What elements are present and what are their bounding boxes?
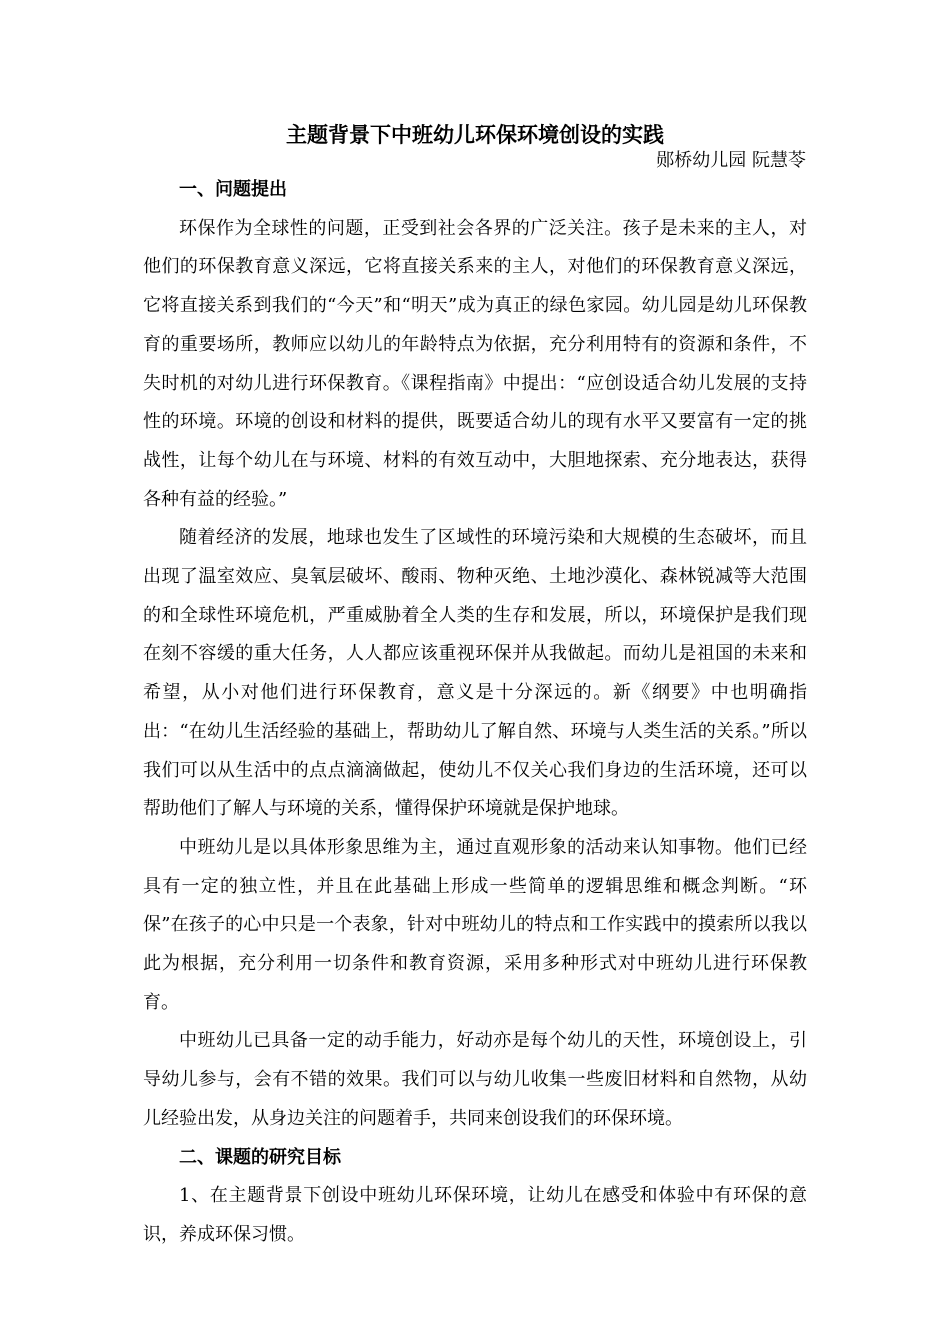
paragraph: 1、在主题背景下创设中班幼儿环保环境，让幼儿在感受和体验中有环保的意识，养成环保习惯。 <box>143 1185 807 1245</box>
section-heading-goals: 二、课题的研究目标 <box>179 1146 341 1168</box>
paragraph: 中班幼儿已具备一定的动手能力，好动亦是每个幼儿的天性，环境创设上，引导幼儿参与，会有不错的效果。我们可以与幼儿收集一些废旧材料和自然物，从幼儿经验出发，从身边关注的问题着手，共同来创设我们的环保环境。 <box>143 1030 807 1129</box>
document-title: 主题背景下中班幼儿环保环境创设的实践 <box>286 122 664 147</box>
document-body <box>143 171 807 1255</box>
paragraph: 随着经济的发展，地球也发生了区域性的环境污染和大规模的生态破坏，而且出现了温室效应、臭氧层破坏、酸雨、物种灭绝、土地沙漠化、森林锐减等大范围的和全球性环境危机，严重威胁着全人类的生存和发展，所以，环境保护是我们现在刻不容缓的重大任务，人人都应该重视环保并从我做起。而幼儿是祖国的未来和希望，从小对他们进行环保教育，意义是十分深远的。新《纲要》中也明确指出：“在幼儿生活经验的基础上，帮助幼儿了解自然、环境与人类生活的关系。”所以我们可以从生活中的点点滴滴做起，使幼儿不仅关心我们身边的生活环境，还可以帮助他们了解人与环境的关系，懂得保护环境就是保护地球。 <box>143 527 807 820</box>
paragraph: 中班幼儿是以具体形象思维为主，通过直观形象的活动来认知事物。他们已经具有一定的独立性，并且在此基础上形成一些简单的逻辑思维和概念判断。“环保”在孩子的心中只是一个表象，针对中班幼儿的特点和工作实践中的摸索所以我以此为根据，充分利用一切条件和教育资源，采用多种形式对中班幼儿进行环保教育。 <box>143 836 807 1013</box>
document-author: 郧桥幼儿园 阮慧苓 <box>656 150 806 171</box>
section-heading-problem: 一、问题提出 <box>179 179 287 200</box>
paragraph: 环保作为全球性的问题，正受到社会各界的广泛关注。孩子是未来的主人，对他们的环保教育意义深远，它将直接关系来的主人，对他们的环保教育意义深远，它将直接关系到我们的“今天”和“明天”成为真正的绿色家园。幼儿园是幼儿环保教育的重要场所，教师应以幼儿的年龄特点为依据，充分利用特有的资源和条件，不失时机的对幼儿进行环保教育。《课程指南》中提出：“应创设适合幼儿发展的支持性的环境。环境的创设和材料的提供，既要适合幼儿的现有水平又要富有一定的挑战性，让每个幼儿在与环境、材料的有效互动中，大胆地探索、充分地表达，获得各种有益的经验。” <box>143 217 807 510</box>
